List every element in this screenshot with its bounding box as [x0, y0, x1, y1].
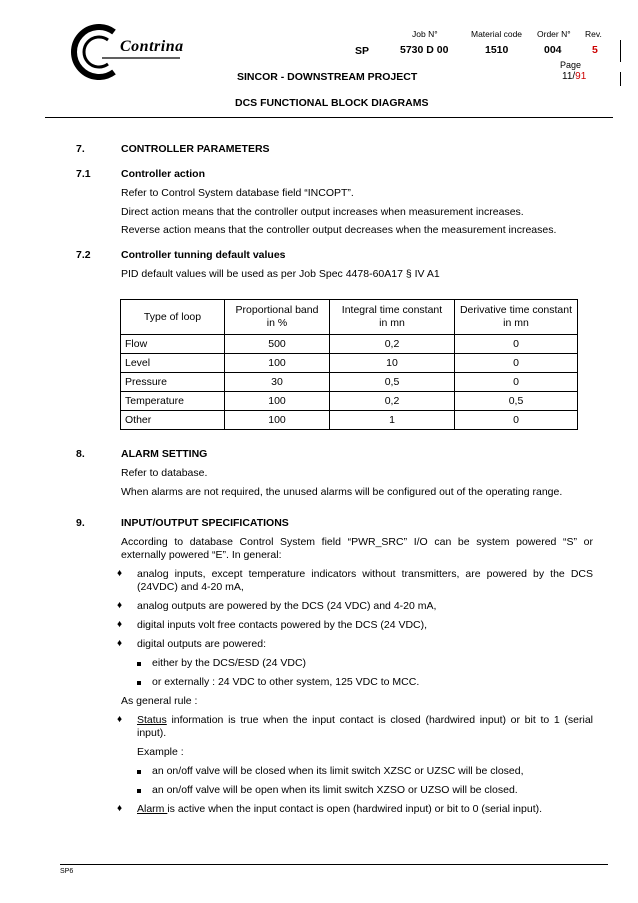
section-7-2-title: Controller tunning default values	[121, 249, 286, 261]
section-7-title: CONTROLLER PARAMETERS	[121, 143, 270, 155]
table-cell: 0,2	[330, 392, 455, 411]
section-9-title: INPUT/OUTPUT SPECIFICATIONS	[121, 517, 289, 529]
example-line: an on/off valve will be closed when its limit switch XZSC or UZSC will be closed,	[152, 765, 524, 777]
alarm-term: Alarm	[137, 803, 168, 815]
section-8-line: When alarms are not required, the unused alarms will be configured out of the operating range.	[121, 486, 563, 498]
table-cell: 100	[225, 411, 330, 430]
diamond-bullet-icon: ♦	[117, 638, 123, 649]
alarm-line	[137, 803, 593, 816]
table-cell: 100	[225, 392, 330, 411]
table-row	[121, 354, 578, 373]
example-label: Example :	[137, 746, 184, 758]
section-7-1-number: 7.1	[76, 168, 91, 180]
project-name: SINCOR - DOWNSTREAM PROJECT	[237, 71, 418, 83]
diamond-bullet-icon: ♦	[117, 600, 123, 611]
col-header-loop-type	[121, 300, 225, 335]
company-logo	[62, 24, 182, 80]
table-row	[121, 411, 578, 430]
section-8-number: 8.	[76, 448, 85, 460]
job-label: Job N°	[412, 29, 438, 39]
section-7-1-line: Reverse action means that the controller output decreases when the measurement increases.	[121, 224, 557, 236]
table-cell: 0	[455, 335, 578, 354]
doc-code: SP	[355, 45, 370, 57]
diamond-bullet-icon: ♦	[117, 714, 123, 725]
square-bullet-icon	[137, 662, 141, 666]
section-9-number: 9.	[76, 517, 85, 529]
table-cell: 1	[330, 411, 455, 430]
section-7-1-title: Controller action	[121, 168, 206, 180]
material-code: 1510	[485, 44, 509, 56]
table-row	[121, 373, 578, 392]
order-label: Order N°	[537, 29, 571, 39]
bullet-line: analog inputs, except temperature indicators without transmitters, are powered by the DCS	[137, 568, 593, 580]
sub-bullet-line: either by the DCS/ESD (24 VDC)	[152, 657, 307, 669]
section-7-1-line: Refer to Control System database field “INCOPT”.	[121, 187, 354, 199]
diamond-bullet-icon: ♦	[117, 568, 123, 579]
status-line-cont: input).	[137, 727, 167, 739]
header-bar-bottom	[620, 72, 621, 86]
pid-defaults-table	[120, 299, 578, 430]
col-header-derivative-time	[455, 300, 578, 335]
table-row	[121, 392, 578, 411]
table-cell: 0	[455, 354, 578, 373]
header-line: Integral time constant	[341, 304, 443, 316]
col-header-integral-time	[330, 300, 455, 335]
header-bar-top	[620, 40, 621, 62]
header-divider	[45, 117, 613, 118]
table-cell: 0,2	[330, 335, 455, 354]
table-cell: 0	[455, 411, 578, 430]
square-bullet-icon	[137, 681, 141, 685]
section-7-2-text: PID default values will be used as per Job Spec 4478-60A17 § IV A1	[121, 268, 440, 280]
job-number: 5730 D 00	[400, 44, 449, 56]
table-cell: 30	[225, 373, 330, 392]
table-cell: 500	[225, 335, 330, 354]
col-header-proportional-band	[225, 300, 330, 335]
footer-divider	[60, 864, 608, 865]
square-bullet-icon	[137, 789, 141, 793]
table-cell: Flow	[121, 335, 225, 354]
example-line: an on/off valve will be open when its limit switch XZSO or UZSO will be closed.	[152, 784, 518, 796]
table-header-row	[121, 300, 578, 335]
logo-wordmark: Contrina	[120, 38, 184, 55]
section-9-intro-line: According to database Control System field “PWR_SRC” I/O can be system powered “S” or	[121, 536, 593, 548]
header-line: in mn	[503, 317, 529, 329]
sub-bullet-line: or externally : 24 VDC to other system, 125 VDC to MCC.	[152, 676, 420, 688]
rev-label: Rev.	[585, 29, 602, 39]
status-term: Status	[137, 714, 167, 726]
page-total: 91	[575, 71, 587, 82]
table-cell: 10	[330, 354, 455, 373]
page-number	[562, 71, 586, 82]
bullet-line: (24VDC) and 4-20 mA,	[137, 581, 244, 593]
footer-code: SP6	[60, 868, 74, 875]
table-cell: 0,5	[330, 373, 455, 392]
section-9-intro-line: externally powered “E”. In general:	[121, 549, 282, 561]
table-cell: Other	[121, 411, 225, 430]
order-number: 004	[544, 44, 562, 56]
section-7-number: 7.	[76, 143, 85, 155]
header-line: Proportional band	[235, 304, 319, 316]
general-rule-label: As general rule :	[121, 695, 198, 707]
table-cell: Pressure	[121, 373, 225, 392]
section-8-line: Refer to database.	[121, 467, 208, 479]
material-label: Material code	[471, 29, 523, 39]
diamond-bullet-icon: ♦	[117, 619, 123, 630]
status-text: information is true when the input contact is closed (hardwired input) or bit to 1 (serial	[166, 714, 593, 726]
section-7-1-line: Direct action means that the controller output increases when measurement increases.	[121, 206, 524, 218]
header-line: Derivative time constant	[459, 304, 573, 316]
diamond-bullet-icon: ♦	[117, 803, 123, 814]
table-cell: 100	[225, 354, 330, 373]
status-line	[137, 714, 593, 727]
bullet-line: digital inputs volt free contacts powered by the DCS (24 VDC),	[137, 619, 428, 631]
section-8-title: ALARM SETTING	[121, 448, 208, 460]
page-label: Page	[560, 60, 582, 70]
table-cell: 0,5	[455, 392, 578, 411]
table-row	[121, 335, 578, 354]
table-cell: Temperature	[121, 392, 225, 411]
alarm-text: is active when the input contact is open (hardwired input) or bit to 0 (serial input).	[167, 803, 543, 815]
table-cell: 0	[455, 373, 578, 392]
revision-number: 5	[592, 44, 598, 56]
header-line: in mn	[379, 317, 405, 329]
bullet-line: analog outputs are powered by the DCS (24 VDC) and 4-20 mA,	[137, 600, 437, 612]
square-bullet-icon	[137, 770, 141, 774]
table-cell: Level	[121, 354, 225, 373]
header-line: Type of loop	[143, 310, 202, 323]
document-title: DCS FUNCTIONAL BLOCK DIAGRAMS	[235, 97, 429, 109]
bullet-line: digital outputs are powered:	[137, 638, 266, 650]
section-7-2-number: 7.2	[76, 249, 91, 261]
header-line: in %	[266, 317, 288, 329]
page-current: 11/	[562, 71, 576, 82]
